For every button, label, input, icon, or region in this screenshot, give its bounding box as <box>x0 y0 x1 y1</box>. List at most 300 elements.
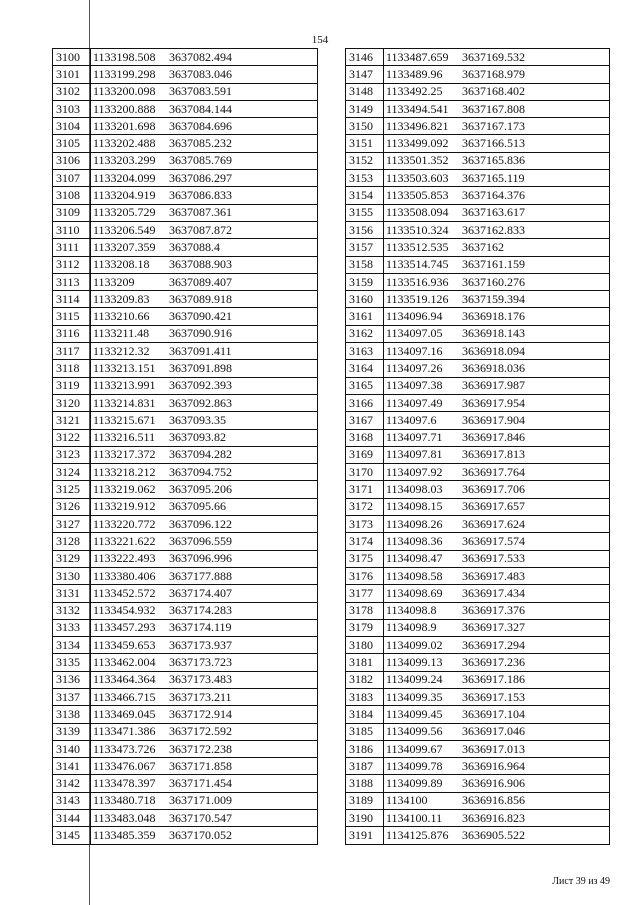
table-row <box>346 533 610 550</box>
point-coordinates <box>91 602 318 619</box>
coordinate-x: 1133201.698 <box>93 118 156 133</box>
coordinate-x: 1134098.58 <box>386 568 443 583</box>
point-coordinates <box>91 100 318 117</box>
point-coordinates <box>91 135 318 152</box>
point-number: 3184 <box>346 706 384 723</box>
coordinate-y: 3637160.276 <box>462 274 525 289</box>
coordinate-x: 1134097.16 <box>386 343 443 358</box>
point-coordinates <box>91 308 318 325</box>
table-body-left <box>53 49 318 845</box>
coordinate-y: 3637165.836 <box>462 153 525 168</box>
table-row <box>346 654 610 671</box>
coordinate-y: 3636917.046 <box>462 724 525 739</box>
table-row <box>53 481 318 498</box>
table-row <box>346 100 610 117</box>
coordinate-y: 3636916.823 <box>462 810 525 825</box>
point-coordinates <box>91 637 318 654</box>
coordinate-x: 1133219.912 <box>93 499 156 514</box>
point-number: 3157 <box>346 239 384 256</box>
page-number: 154 <box>311 34 329 46</box>
coordinate-y: 3637095.66 <box>169 499 226 514</box>
coordinate-y: 3637094.752 <box>169 464 232 479</box>
point-coordinates <box>384 83 610 100</box>
table-row <box>53 204 318 221</box>
point-coordinates <box>91 827 318 844</box>
table-row <box>53 533 318 550</box>
coordinate-y: 3637082.494 <box>169 49 232 64</box>
table-row <box>53 66 318 83</box>
point-number: 3174 <box>346 533 384 550</box>
point-number: 3122 <box>53 429 91 446</box>
table-row <box>346 204 610 221</box>
point-number: 3188 <box>346 775 384 792</box>
coordinate-y: 3637162 <box>462 239 504 254</box>
table-row <box>346 827 610 844</box>
coordinate-y: 3637087.872 <box>169 222 232 237</box>
point-number: 3171 <box>346 481 384 498</box>
coordinate-x: 1134100 <box>386 793 428 808</box>
coordinate-x: 1133492.25 <box>386 84 443 99</box>
point-coordinates <box>91 273 318 290</box>
coordinates-table-left <box>52 48 318 845</box>
point-coordinates <box>384 49 610 66</box>
coordinate-x: 1133452.572 <box>93 585 156 600</box>
coordinate-y: 3637085.769 <box>169 153 232 168</box>
coordinate-x: 1133473.726 <box>93 741 156 756</box>
point-number: 3104 <box>53 118 91 135</box>
point-number: 3191 <box>346 827 384 844</box>
coordinate-x: 1134097.71 <box>386 430 443 445</box>
point-number: 3138 <box>53 706 91 723</box>
coordinate-y: 3637096.122 <box>169 516 232 531</box>
table-row <box>53 567 318 584</box>
point-number: 3160 <box>346 291 384 308</box>
coordinate-y: 3637170.052 <box>169 828 232 842</box>
point-coordinates <box>91 394 318 411</box>
coordinate-y: 3636917.434 <box>462 585 525 600</box>
coordinate-y: 3636916.906 <box>462 776 525 791</box>
point-coordinates <box>91 377 318 394</box>
point-number: 3168 <box>346 429 384 446</box>
point-number: 3121 <box>53 412 91 429</box>
point-number: 3150 <box>346 118 384 135</box>
point-coordinates <box>384 377 610 394</box>
point-coordinates <box>91 325 318 342</box>
table-row <box>346 619 610 636</box>
point-number: 3101 <box>53 66 91 83</box>
point-coordinates <box>384 654 610 671</box>
table-row <box>346 412 610 429</box>
point-coordinates <box>384 481 610 498</box>
coordinate-x: 1134098.03 <box>386 482 443 497</box>
point-coordinates <box>91 412 318 429</box>
coordinate-x: 1134100.11 <box>386 810 443 825</box>
table-body-right <box>346 49 610 845</box>
table-row <box>346 706 610 723</box>
point-number: 3126 <box>53 498 91 515</box>
point-coordinates <box>384 688 610 705</box>
coordinate-y: 3637087.361 <box>169 205 232 220</box>
table-row <box>53 152 318 169</box>
table-row <box>346 637 610 654</box>
coordinate-x: 1133221.622 <box>93 533 156 548</box>
coordinate-y: 3636917.904 <box>462 412 525 427</box>
point-number: 3108 <box>53 187 91 204</box>
coordinate-x: 1133512.535 <box>386 239 449 254</box>
table-row <box>346 135 610 152</box>
table-row <box>346 792 610 809</box>
point-number: 3170 <box>346 464 384 481</box>
coordinate-x: 1133471.386 <box>93 724 156 739</box>
table-row <box>346 308 610 325</box>
point-number: 3185 <box>346 723 384 740</box>
point-number: 3135 <box>53 654 91 671</box>
table-row <box>346 83 610 100</box>
point-number: 3159 <box>346 273 384 290</box>
coordinate-y: 3637173.723 <box>169 655 232 670</box>
table-row <box>53 273 318 290</box>
coordinate-x: 1133516.936 <box>386 274 449 289</box>
coordinate-x: 1133476.067 <box>93 758 156 773</box>
coordinate-x: 1133464.364 <box>93 672 156 687</box>
coordinate-y: 3636917.013 <box>462 741 525 756</box>
table-row <box>53 498 318 515</box>
coordinate-x: 1133213.151 <box>93 360 156 375</box>
coordinate-x: 1134098.26 <box>386 516 443 531</box>
table-row <box>346 429 610 446</box>
point-coordinates <box>384 66 610 83</box>
point-number: 3166 <box>346 394 384 411</box>
point-coordinates <box>384 585 610 602</box>
coordinate-y: 3637095.206 <box>169 482 232 497</box>
coordinate-x: 1134099.24 <box>386 672 443 687</box>
point-coordinates <box>91 498 318 515</box>
point-coordinates <box>91 343 318 360</box>
coordinate-x: 1133501.352 <box>386 153 449 168</box>
point-coordinates <box>384 619 610 636</box>
table-row <box>53 429 318 446</box>
coordinate-y: 3637164.376 <box>462 188 525 203</box>
coordinate-y: 3637174.119 <box>169 620 232 635</box>
point-coordinates <box>384 792 610 809</box>
coordinate-x: 1134099.78 <box>386 758 443 773</box>
coordinate-x: 1133200.888 <box>93 101 156 116</box>
table-row <box>53 187 318 204</box>
point-number: 3110 <box>53 221 91 238</box>
point-coordinates <box>91 723 318 740</box>
point-number: 3100 <box>53 49 91 66</box>
coordinate-x: 1134099.02 <box>386 637 443 652</box>
table-row <box>53 360 318 377</box>
point-coordinates <box>384 464 610 481</box>
table-row <box>346 498 610 515</box>
coordinate-x: 1133508.094 <box>386 205 449 220</box>
coordinate-y: 3637171.858 <box>169 758 232 773</box>
coordinate-y: 3637092.863 <box>169 395 232 410</box>
table-row <box>53 810 318 827</box>
coordinate-y: 3637165.119 <box>462 170 525 185</box>
table-row <box>346 170 610 187</box>
point-coordinates <box>384 602 610 619</box>
point-coordinates <box>91 360 318 377</box>
coordinate-x: 1133469.045 <box>93 706 156 721</box>
point-number: 3145 <box>53 827 91 844</box>
table-row <box>346 49 610 66</box>
coordinate-y: 3636917.327 <box>462 620 525 635</box>
point-coordinates <box>384 637 610 654</box>
point-number: 3116 <box>53 325 91 342</box>
coordinate-x: 1134099.35 <box>386 689 443 704</box>
table-row <box>53 585 318 602</box>
coordinate-y: 3636918.036 <box>462 360 525 375</box>
coordinate-x: 1133462.004 <box>93 655 156 670</box>
point-coordinates <box>384 256 610 273</box>
coordinate-x: 1134097.92 <box>386 464 443 479</box>
coordinate-x: 1133202.488 <box>93 136 156 151</box>
point-number: 3136 <box>53 671 91 688</box>
coordinate-y: 3636917.657 <box>462 499 525 514</box>
coordinate-x: 1133514.745 <box>386 257 449 272</box>
coordinate-x: 1133519.126 <box>386 291 449 306</box>
coordinate-x: 1134098.8 <box>386 603 437 618</box>
point-number: 3178 <box>346 602 384 619</box>
table-row <box>346 688 610 705</box>
coordinate-x: 1133494.541 <box>386 101 449 116</box>
point-number: 3158 <box>346 256 384 273</box>
coordinate-y: 3637177.888 <box>169 568 232 583</box>
table-row <box>346 152 610 169</box>
table-row <box>53 446 318 463</box>
point-number: 3189 <box>346 792 384 809</box>
point-coordinates <box>91 516 318 533</box>
table-row <box>346 394 610 411</box>
table-row <box>53 619 318 636</box>
coordinate-y: 3636918.094 <box>462 343 525 358</box>
coordinate-y: 3637173.211 <box>169 689 232 704</box>
point-number: 3147 <box>346 66 384 83</box>
table-row <box>346 291 610 308</box>
point-number: 3165 <box>346 377 384 394</box>
point-number: 3140 <box>53 740 91 757</box>
point-coordinates <box>384 758 610 775</box>
table-row <box>346 567 610 584</box>
coordinate-y: 3637173.483 <box>169 672 232 687</box>
coordinate-x: 1134098.47 <box>386 551 443 566</box>
point-coordinates <box>384 394 610 411</box>
coordinate-y: 3636917.376 <box>462 603 525 618</box>
point-number: 3105 <box>53 135 91 152</box>
point-coordinates <box>384 533 610 550</box>
table-row <box>346 221 610 238</box>
point-number: 3111 <box>53 239 91 256</box>
point-number: 3115 <box>53 308 91 325</box>
point-number: 3139 <box>53 723 91 740</box>
table-row <box>346 550 610 567</box>
point-coordinates <box>91 550 318 567</box>
table-row <box>346 446 610 463</box>
point-number: 3167 <box>346 412 384 429</box>
coordinate-y: 3637162.833 <box>462 222 525 237</box>
point-number: 3183 <box>346 688 384 705</box>
point-number: 3119 <box>53 377 91 394</box>
table-row <box>346 343 610 360</box>
point-number: 3180 <box>346 637 384 654</box>
point-coordinates <box>91 758 318 775</box>
coordinate-x: 1133466.715 <box>93 689 156 704</box>
table-row <box>53 239 318 256</box>
point-number: 3149 <box>346 100 384 117</box>
point-number: 3186 <box>346 740 384 757</box>
coordinate-y: 3636917.574 <box>462 533 525 548</box>
table-row <box>53 723 318 740</box>
point-number: 3129 <box>53 550 91 567</box>
coordinate-x: 1133208.18 <box>93 257 150 272</box>
point-coordinates <box>91 152 318 169</box>
coordinate-x: 1133200.098 <box>93 84 156 99</box>
point-number: 3155 <box>346 204 384 221</box>
point-number: 3120 <box>53 394 91 411</box>
table-row <box>53 221 318 238</box>
coordinate-y: 3637090.916 <box>169 326 232 341</box>
coordinate-y: 3637089.407 <box>169 274 232 289</box>
coordinate-y: 3637170.547 <box>169 810 232 825</box>
point-coordinates <box>384 308 610 325</box>
point-coordinates <box>91 429 318 446</box>
coordinate-y: 3637092.393 <box>169 378 232 393</box>
table-row <box>53 740 318 757</box>
point-number: 3144 <box>53 810 91 827</box>
coordinate-y: 3636917.846 <box>462 430 525 445</box>
coordinate-x: 1133222.493 <box>93 551 156 566</box>
coordinate-y: 3636917.987 <box>462 378 525 393</box>
coordinate-y: 3637171.454 <box>169 776 232 791</box>
coordinate-y: 3637091.898 <box>169 360 232 375</box>
coordinate-x: 1133212.32 <box>93 343 150 358</box>
point-coordinates <box>384 706 610 723</box>
table-row <box>53 100 318 117</box>
table-row <box>53 550 318 567</box>
point-coordinates <box>384 550 610 567</box>
point-coordinates <box>384 810 610 827</box>
table-row <box>346 516 610 533</box>
table-row <box>53 637 318 654</box>
coordinate-y: 3637090.421 <box>169 309 232 324</box>
point-coordinates <box>384 100 610 117</box>
coordinate-y: 3637174.283 <box>169 603 232 618</box>
point-number: 3107 <box>53 170 91 187</box>
point-number: 3153 <box>346 170 384 187</box>
point-number: 3177 <box>346 585 384 602</box>
coordinate-x: 1133478.397 <box>93 776 156 791</box>
point-coordinates <box>384 273 610 290</box>
table-row <box>346 239 610 256</box>
coordinate-y: 3637172.238 <box>169 741 232 756</box>
coordinate-x: 1134098.36 <box>386 533 443 548</box>
coordinate-x: 1134097.81 <box>386 447 443 462</box>
coordinate-y: 3636917.186 <box>462 672 525 687</box>
coordinate-x: 1133206.549 <box>93 222 156 237</box>
point-coordinates <box>91 170 318 187</box>
point-number: 3124 <box>53 464 91 481</box>
point-coordinates <box>91 239 318 256</box>
point-number: 3172 <box>346 498 384 515</box>
coordinate-y: 3637172.914 <box>169 706 232 721</box>
coordinate-y: 3636905.522 <box>462 828 525 842</box>
coordinate-x: 1134096.94 <box>386 309 443 324</box>
point-coordinates <box>384 412 610 429</box>
table-row <box>53 792 318 809</box>
table-row <box>53 83 318 100</box>
coordinate-y: 3637173.937 <box>169 637 232 652</box>
point-coordinates <box>384 516 610 533</box>
point-number: 3131 <box>53 585 91 602</box>
coordinate-x: 1133204.919 <box>93 188 156 203</box>
point-coordinates <box>384 360 610 377</box>
coordinate-y: 3637161.159 <box>462 257 525 272</box>
point-number: 3162 <box>346 325 384 342</box>
table-row <box>346 360 610 377</box>
table-row <box>346 740 610 757</box>
table-row <box>346 66 610 83</box>
coordinate-y: 3637084.144 <box>169 101 232 116</box>
table-row <box>53 775 318 792</box>
coordinate-x: 1134097.26 <box>386 360 443 375</box>
point-coordinates <box>91 446 318 463</box>
coordinate-y: 3637083.046 <box>169 66 232 81</box>
coordinate-x: 1134097.05 <box>386 326 443 341</box>
coordinate-x: 1133203.299 <box>93 153 156 168</box>
coordinate-y: 3637089.918 <box>169 291 232 306</box>
coordinate-x: 1133505.853 <box>386 188 449 203</box>
table-row <box>346 758 610 775</box>
point-number: 3118 <box>53 360 91 377</box>
coordinate-x: 1133496.821 <box>386 118 449 133</box>
table-row <box>53 706 318 723</box>
point-number: 3175 <box>346 550 384 567</box>
table-row <box>53 654 318 671</box>
point-coordinates <box>91 671 318 688</box>
coordinate-y: 3636917.294 <box>462 637 525 652</box>
coordinate-x: 1133489.96 <box>386 66 443 81</box>
coordinate-x: 1134099.45 <box>386 706 443 721</box>
point-number: 3182 <box>346 671 384 688</box>
point-coordinates <box>384 827 610 844</box>
point-number: 3125 <box>53 481 91 498</box>
sheet-footer: Лист 39 из 49 <box>552 876 610 887</box>
point-coordinates <box>384 239 610 256</box>
table-row <box>346 602 610 619</box>
coordinate-x: 1133209 <box>93 274 135 289</box>
coordinate-y: 3636917.104 <box>462 706 525 721</box>
table-row <box>346 464 610 481</box>
point-coordinates <box>384 170 610 187</box>
table-row <box>53 256 318 273</box>
table-row <box>53 412 318 429</box>
point-number: 3181 <box>346 654 384 671</box>
point-coordinates <box>384 118 610 135</box>
point-number: 3113 <box>53 273 91 290</box>
point-coordinates <box>91 706 318 723</box>
point-coordinates <box>384 187 610 204</box>
point-coordinates <box>91 204 318 221</box>
coordinate-y: 3636917.153 <box>462 689 525 704</box>
point-number: 3109 <box>53 204 91 221</box>
table-row <box>53 394 318 411</box>
table-row <box>346 273 610 290</box>
point-coordinates <box>384 723 610 740</box>
point-number: 3103 <box>53 100 91 117</box>
coordinate-y: 3636918.176 <box>462 309 525 324</box>
